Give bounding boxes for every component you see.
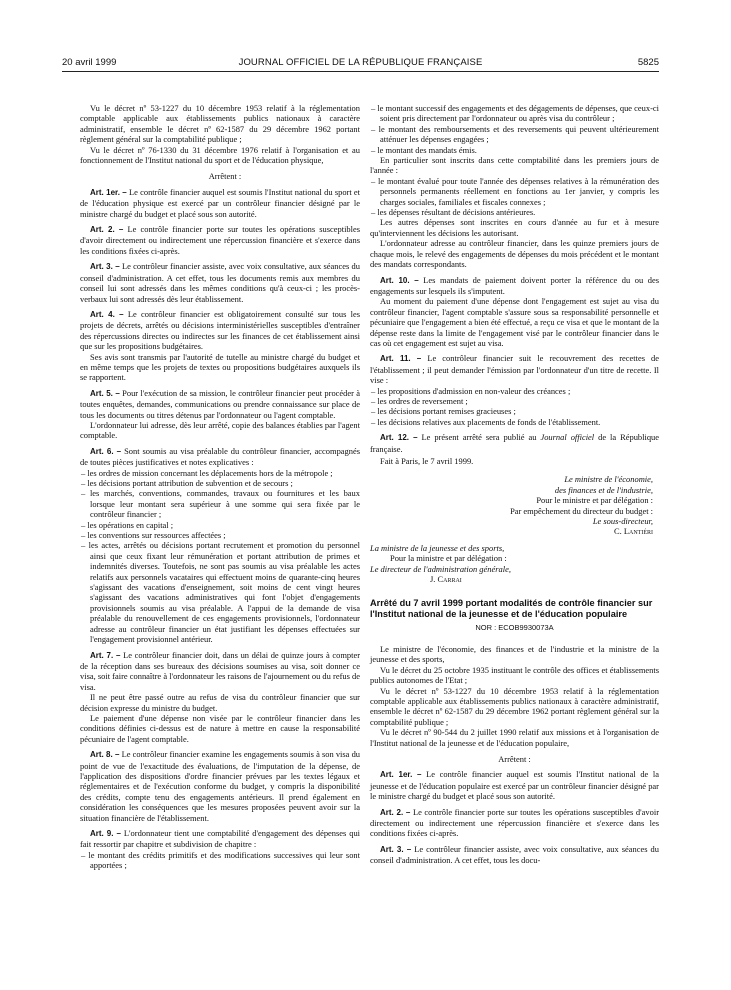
- left-column: [80, 103, 360, 871]
- arretent-label: Arrêtent :: [208, 171, 242, 182]
- article-11: Art. 11. – Le contrôleur financier suit le recouvrement des recettes de l'établissement ; il peut demander l'émission par l'ordonnateur d'un titre de recette. Il vise :: [370, 353, 660, 386]
- article-3: Art. 3. – Le contrôleur financier assiste, avec voix consultative, aux séances du conseil d'administration. A cet effet, tous les documents remis aux membres du conseil lui sont adressés dans les mêmes conditions qu'à ceux-ci ; les procès-verbaux lui sont adressés dès leur établissement.: [80, 261, 360, 304]
- article-label: Art. 4. –: [90, 309, 124, 319]
- decree-title: Arrêté du 7 avril 1999 portant modalités de contrôle financier sur l'Institut national de la jeunesse et de l'éducation populaire: [370, 598, 653, 619]
- header-date: 20 avril 1999: [62, 57, 117, 68]
- article-label: Art. 10. –: [380, 275, 419, 285]
- page-header: [62, 57, 659, 69]
- article-2: Art. 2. – Le contrôle financier porte sur toutes les opérations susceptibles d'avoir directement ou indirectement une répercussion financière et s'exerce dans les conditions fixées ci-après.: [80, 224, 361, 256]
- article-1: Art. 1er. – Le contrôle financier auquel est soumis l'Institut national du sport et de l'éducation physique est exercé par un contrôleur financier désigné par le ministre chargé du budget et placé sous son autorité.: [80, 186, 361, 219]
- list-item: – le montant des remboursements et des reversements qui peuvent ultérieurement atténuer les dépenses engagées ;: [371, 123, 659, 145]
- article-label: Art. 7. –: [90, 650, 121, 660]
- visa-paragraph: Vu le décret du 25 octobre 1935 instituant le contrôle des offices et établissements publics autonomes de l'Etat ;: [370, 664, 659, 686]
- signatory-name: J. Carrai: [430, 574, 462, 585]
- list-item: – les conventions sur ressources affectées ;: [81, 530, 226, 541]
- list-item: – les décisions portant attribution de subvention et de secours ;: [81, 478, 293, 488]
- article-label: Art. 2. –: [380, 807, 411, 817]
- article-5: Art. 5. – Pour l'exécution de sa mission, le contrôleur financier peut procéder à toutes enquêtes, demandes, communications ou prendre connaissance sur place de tous les documents ou titres détenus par l'ordonnateur ou l'agent comptable.: [80, 387, 361, 420]
- list-item: – les actes, arrêtés ou décisions portant recrutement et promotion du personnel ainsi que ceux fixant leur rémunération et portant attribution de primes et indemnités diverses. Toutefois, ne sont pas soumis au visa préalable les actes relatifs aux personnels vacataires qui effectuent moins de quarante-cinq heures s'agissant des vacations d'enseignement, soit moins de cent vingt heures s'agissant des vacations administratives qui font l'objet d'engagements provisionnels soumis au visa préalable. A l'appui de la demande de visa préalable du renouvellement de ces engagements provisionnels, l'ordonnateur adresse au contrôleur financier un état justifiant les dépenses effectuées sur l'engagement provisionnel antérieur.: [81, 540, 360, 645]
- signature-block-economie: Le ministre de l'économie, des finances et de l'industrie, Pour le ministre et par délégation : Par empêchement du directeur du budget : Le sous-directeur, C. Lantiéri: [370, 474, 659, 536]
- list-item: – le montant des crédits primitifs et des modifications successives qui leur sont apportées ;: [81, 849, 360, 871]
- list-item: – les ordres de mission concernant les déplacements hors de la métropole ;: [81, 467, 333, 478]
- article-label: Art. 2. –: [90, 225, 124, 235]
- article-1: Art. 1er. – Le contrôle financier auquel est soumis l'Institut national de la jeunesse et de l'éducation populaire est exercé par un contrôleur financier désigné par le ministre chargé du budget et placé sous son autorité.: [370, 769, 660, 802]
- list-item: – le montant évalué pour toute l'année des dépenses relatives à la rémunération des personnels permanents réellement en fonctions au 1er janvier, y compris les charges sociales, familiales et fiscales connexes ;: [371, 175, 659, 207]
- article-label: Art. 12. –: [380, 433, 418, 443]
- article-label: Art. 8. –: [90, 750, 120, 760]
- article-10-paragraph: Au moment du paiement d'une dépense dont l'engagement est sujet au visa du contrôleur financier, l'agent comptable s'assure sous sa responsabilité personnelle et pécuniaire que l'engagement a bien été effectué, a reçu ce visa et que le montant de la dépense reste dans la limite de l'engagement visé par le contrôleur financier dans le cas où cet engagement est sujet au visa.: [370, 296, 659, 348]
- journal-title: JOURNAL OFFICIEL DE LA RÉPUBLIQUE FRANÇAISE: [238, 57, 483, 68]
- article-label: Art. 5. –: [90, 388, 120, 398]
- article-7-paragraph: Il ne peut être passé outre au refus de visa du contrôleur financier que sur décision expresse du ministre du budget.: [80, 692, 360, 713]
- list-item: – les propositions d'admission en non-valeur des créances ;: [371, 385, 571, 396]
- fait-a-paris: Fait à Paris, le 7 avril 1999.: [380, 456, 474, 466]
- list-item: – les décisions portant remises gracieuses ;: [371, 406, 516, 417]
- visa-paragraph: Vu le décret nº 53-1227 du 10 décembre 1953 relatif à la réglementation comptable applicable aux établissements publics nationaux à caractère administratif, ensemble le décret nº 62-1587 du 29 décembre 1962 portant règlement général sur la comptabilité publique ;: [80, 103, 360, 145]
- list-item: – le montant successif des engagements et des dégagements de dépenses, que ceux-ci soient pris directement par l'ordonnateur ou après visa du contrôleur ;: [371, 103, 659, 124]
- paragraph: L'ordonnateur adresse au contrôleur financier, dans les quinze premiers jours de chaque mois, le relevé des engagements de dépenses du mois précédent et le montant des mandats correspondants.: [370, 238, 659, 270]
- article-12: Art. 12. – Le présent arrêté sera publié au Journal officiel de la République française.: [370, 432, 660, 454]
- article-2: Art. 2. – Le contrôle financier porte sur toutes les opérations susceptibles d'avoir directement ou indirectement une répercussion financière et s'exerce dans les conditions fixées ci-après.: [370, 806, 660, 839]
- article-4: Art. 4. – Le contrôleur financier est obligatoirement consulté sur tous les projets de décrets, arrêtés ou décisions interministérielles susceptibles d'entraîner des répercussions directes ou indirectes sur les finances de cet établissement ainsi que sur les propositions budgétaires.: [80, 308, 361, 352]
- list-item: – le montant des mandats émis.: [371, 144, 477, 155]
- article-label: Art. 11. –: [380, 354, 422, 364]
- header-rule: [62, 71, 659, 72]
- article-7: Art. 7. – Le contrôleur financier doit, dans un délai de quinze jours à compter de la réception dans ses bureaux des décisions soumises au visa, soit donner ce visa, soit faire connaître à l'ordonnateur les raisons de l'ajournement ou du refus de visa.: [80, 649, 361, 692]
- signatory-name: C. Lantiéri: [614, 526, 653, 537]
- article-label: Art. 3. –: [90, 262, 120, 272]
- article-label: Art. 6. –: [90, 446, 122, 456]
- journal-officiel-ref: Journal officiel: [540, 432, 595, 443]
- article-3: Art. 3. – Le contrôleur financier assiste, avec voix consultative, aux séances du conseil d'administration. A cet effet, tous les docu-: [370, 843, 659, 866]
- visa-paragraph: Vu le décret nº 90-544 du 2 juillet 1990 relatif aux missions et à l'organisation de l'Institut national de la jeunesse et de l'éducation populaire,: [370, 727, 659, 748]
- article-label: Art. 9. –: [90, 829, 121, 838]
- article-6: Art. 6. – Sont soumis au visa préalable du contrôleur financier, accompagnés de toutes pièces justificatives et notes explicatives :: [80, 445, 361, 468]
- article-8: Art. 8. – Le contrôleur financier examine les engagements soumis à son visa du point de vue de l'exactitude des évaluations, de l'imputation de la dépense, de l'application des dispositions d'ordre financier prévues par les textes légaux et réglementaires et de l'exécution conforme du budget, y compris la disponibilité des crédits, compte tenu des engagements antérieurs. Il prend également en considération les conséquences que les mesures proposées peuvent avoir sur la situation financière de l'établissement.: [80, 749, 361, 823]
- list-item: – les opérations en capital ;: [81, 519, 174, 530]
- visa-paragraph: Vu le décret nº 76-1330 du 31 décembre 1976 relatif à l'organisation et au fonctionnement de l'Institut national du sport et de l'éducation physique,: [80, 144, 360, 166]
- article-5-paragraph: L'ordonnateur lui adresse, dès leur arrêté, copie des balances établies par l'agent comptable.: [80, 419, 360, 441]
- article-10: Art. 10. – Les mandats de paiement doivent porter la référence du ou des engagements sur lesquels ils s'imputent.: [370, 274, 660, 296]
- nor-reference: NOR : ECOB9930073A: [475, 623, 554, 633]
- article-label: Art. 1er. –: [90, 187, 127, 197]
- article-9: Art. 9. – L'ordonnateur tient une comptabilité d'engagement des dépenses qui fait ressortir par chapitre et subdivision de chapitre :: [80, 828, 361, 850]
- list-item: – les décisions relatives aux placements de fonds de l'établissement.: [371, 416, 601, 427]
- paragraph: Les autres dépenses sont inscrites en cours d'année au fur et à mesure qu'interviennent les décisions les autorisant.: [370, 217, 659, 238]
- arretent-label: Arrêtent :: [498, 753, 531, 764]
- article-4-paragraph: Ses avis sont transmis par l'autorité de tutelle au ministre chargé du budget et en même temps que les projets de textes ou propositions budgétaires auxquels ils se rapportent.: [80, 351, 360, 383]
- paragraph: Le ministre de l'économie, des finances et de l'industrie et la ministre de la jeunesse et des sports,: [370, 643, 659, 665]
- visa-paragraph: Vu le décret nº 53-1227 du 10 décembre 1953 relatif à la réglementation comptable applicable aux établissements publics nationaux à caractère administratif, ensemble le décret nº 62-1587 du 29 décembre 1962 portant règlement général sur la comptabilité publique ;: [370, 685, 659, 727]
- signature-block-jeunesse: La ministre de la jeunesse et des sports, Pour la ministre et par délégation : Le directeur de l'administration générale, J. Carrai: [370, 543, 659, 585]
- article-label: Art. 3. –: [380, 844, 412, 854]
- paragraph: En particulier sont inscrits dans cette comptabilité dans les premiers jours de l'année :: [370, 155, 659, 176]
- article-label: Art. 1er. –: [380, 770, 422, 780]
- list-item: – les ordres de reversement ;: [371, 395, 468, 406]
- list-item: – les dépenses résultant de décisions antérieures.: [371, 207, 536, 218]
- list-item: – les marchés, conventions, commandes, travaux ou fournitures et les baux lorsque leur montant sera supérieur à une somme qui sera fixée par le contrôleur financier ;: [81, 488, 360, 520]
- article-7-paragraph: Le paiement d'une dépense non visée par le contrôleur financier dans les conditions définies ci-dessus est de nature à mettre en cause la responsabilité pécuniaire de l'agent comptable.: [80, 712, 360, 744]
- page-number: 5825: [637, 57, 659, 68]
- right-column: [370, 103, 659, 866]
